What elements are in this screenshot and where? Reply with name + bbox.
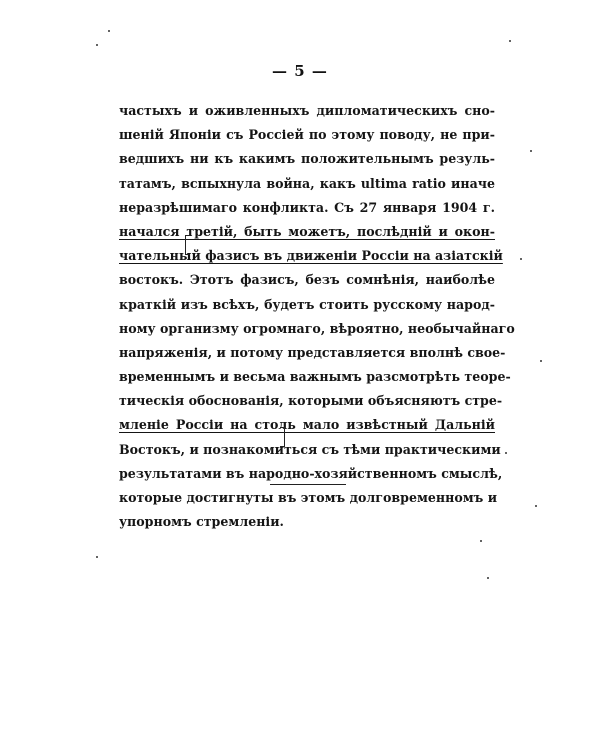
text-line: краткій изъ всѣхъ, будетъ стоить русскому народ- bbox=[119, 296, 495, 312]
text-line: шеній Японіи съ Россіей по этому поводу, не при- bbox=[119, 127, 495, 143]
text-line: татамъ, вспыхнула война, какъ ultima ratio иначе bbox=[119, 175, 495, 191]
scan-speck bbox=[108, 30, 110, 32]
text-line: упорномъ стремленіи. bbox=[119, 514, 284, 530]
text-line: неразрѣшимаго конфликта. Съ 27 января 1904 г. bbox=[119, 199, 495, 215]
scan-speck bbox=[487, 577, 489, 579]
text-line: мленіе Россіи на столь мало извѣстный Дальній bbox=[119, 417, 495, 433]
text-line: начался третій, быть можетъ, послѣдній и окон- bbox=[119, 223, 495, 239]
page-number: — 5 — bbox=[272, 62, 328, 80]
text-line: напряженія, и потому представляется вполнѣ свое- bbox=[119, 344, 506, 360]
text-line: Востокъ, и познакомиться съ тѣми практическими bbox=[119, 441, 501, 457]
scan-speck bbox=[535, 505, 537, 507]
scan-speck bbox=[480, 540, 482, 542]
scan-speck bbox=[530, 150, 532, 152]
text-line: частыхъ и оживленныхъ дипломатическихъ сно- bbox=[119, 103, 495, 118]
opening-bracket-mark bbox=[185, 235, 190, 255]
scan-speck bbox=[96, 556, 98, 558]
text-line: результатами въ народно-хозяйственномъ смыслѣ, bbox=[119, 465, 503, 481]
text-line: которые достигнуты въ этомъ долговременномъ и bbox=[119, 490, 498, 505]
scan-speck bbox=[505, 452, 507, 454]
text-line: чательный фазисъ въ движеніи Россіи на азіатскій bbox=[119, 248, 503, 264]
scan-speck bbox=[509, 40, 511, 42]
scan-speck bbox=[540, 360, 542, 362]
text-line: ведшихъ ни къ какимъ положительнымъ резуль- bbox=[119, 151, 495, 167]
closing-bracket-mark bbox=[280, 427, 285, 447]
text-line: тическія обоснованія, которыми объясняютъ стре- bbox=[119, 393, 503, 409]
text-line: востокъ. Этотъ фазисъ, безъ сомнѣнія, наиболѣе bbox=[119, 272, 495, 288]
body-paragraph bbox=[119, 99, 515, 534]
section-end-rule bbox=[270, 484, 346, 485]
scan-speck bbox=[96, 44, 98, 46]
text-line: временнымъ и весьма важнымъ разсмотрѣть теоре- bbox=[119, 369, 511, 385]
scan-speck bbox=[520, 258, 522, 260]
text-line: ному организму огромнаго, вѣроятно, необычайнаго bbox=[119, 320, 515, 336]
